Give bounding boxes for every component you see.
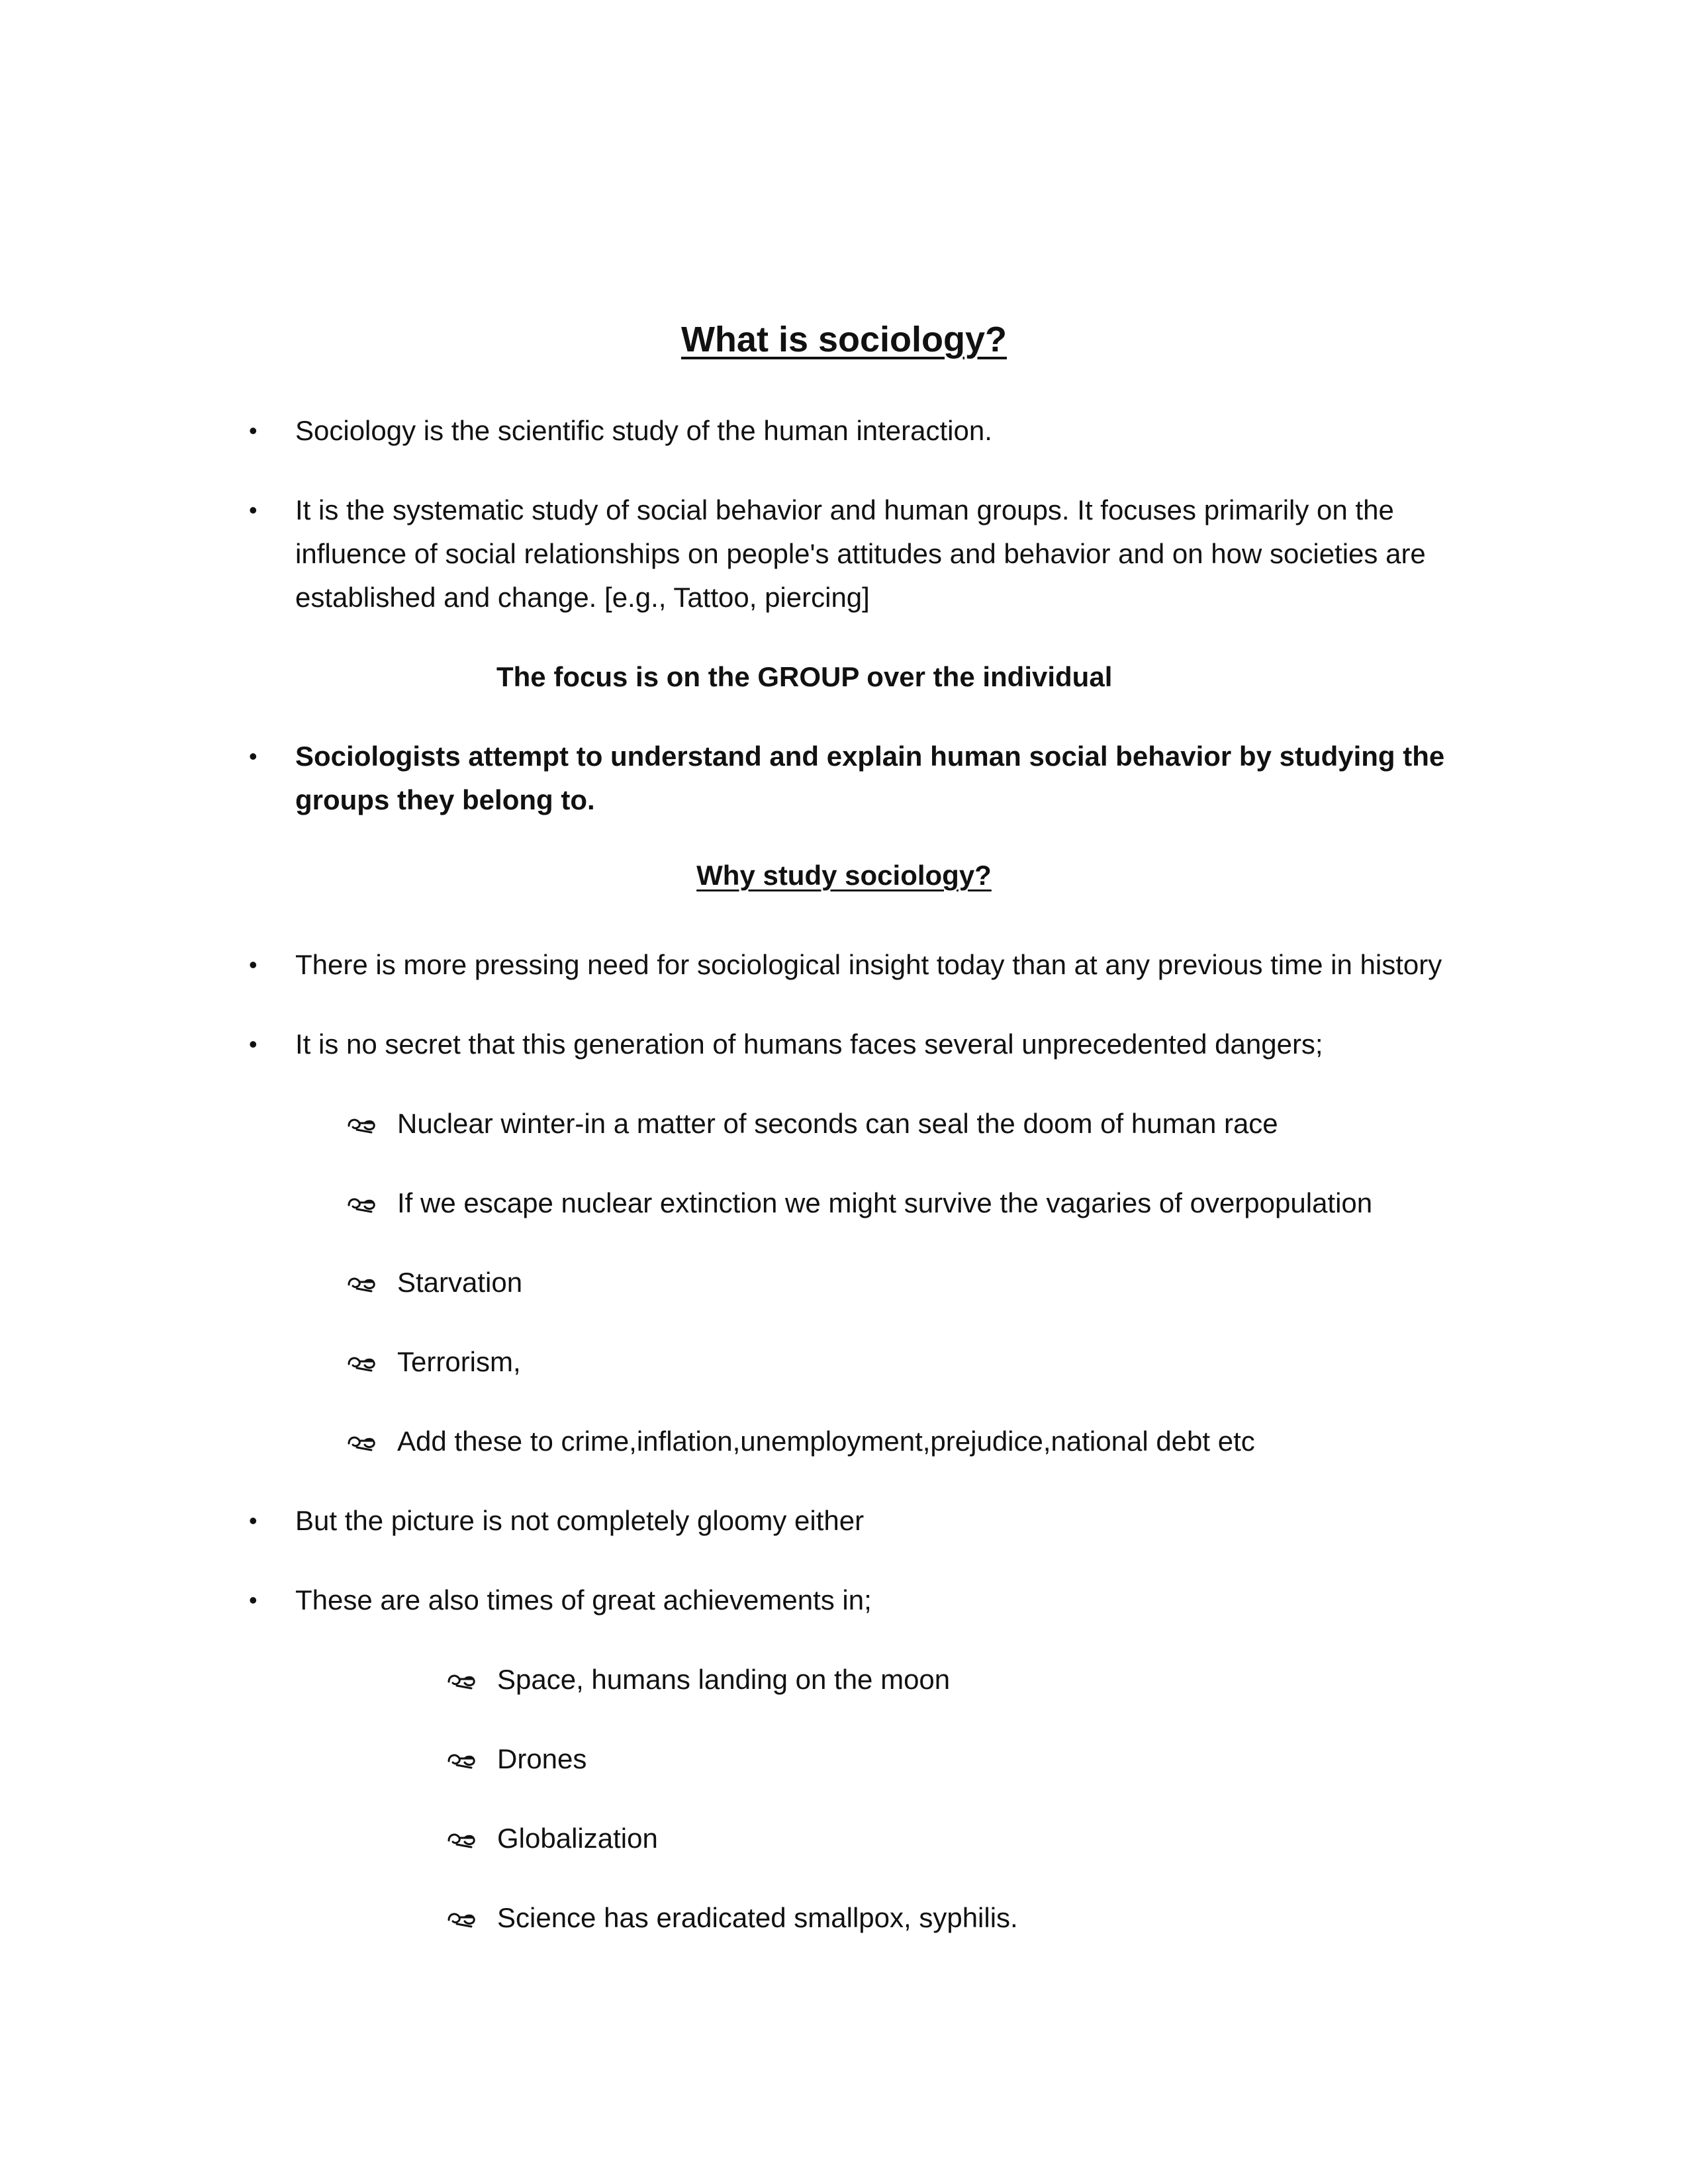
bullet-icon: • xyxy=(249,417,258,444)
list-item-text: There is more pressing need for sociological insight today than at any previous time in history xyxy=(295,949,1442,980)
hand-pointer-icon xyxy=(447,1747,477,1773)
hand-pointer-icon xyxy=(447,1905,477,1932)
hand-pointer-icon xyxy=(447,1826,477,1852)
hand-pointer-icon xyxy=(447,1667,477,1694)
hand-pointer-icon xyxy=(348,1111,377,1138)
hand-pointer-icon xyxy=(348,1349,377,1376)
bullet-icon: • xyxy=(249,1586,258,1614)
hand-pointer-icon xyxy=(348,1429,377,1455)
sub-list-item-text: Terrorism, xyxy=(397,1346,521,1377)
list-item-text: Sociologists attempt to understand and explain human social behavior by studying the groups they belong to. xyxy=(295,741,1445,815)
sub-list-item-text: Drones xyxy=(497,1743,587,1774)
sub-list-item-text: Space, humans landing on the moon xyxy=(497,1664,951,1695)
bullet-icon: • xyxy=(249,1507,258,1534)
page-title: What is sociology? xyxy=(680,320,1008,359)
hand-pointer-icon xyxy=(348,1270,377,1297)
bullet-icon: • xyxy=(249,496,258,523)
bullet-icon: • xyxy=(249,743,258,770)
list-item-text: These are also times of great achievements in; xyxy=(295,1584,872,1615)
hand-pointer-icon xyxy=(348,1191,377,1217)
focus-statement: The focus is on the GROUP over the individual xyxy=(496,661,1113,692)
sub-list-item-text: If we escape nuclear extinction we might survive the vagaries of overpopulation xyxy=(397,1187,1373,1218)
list-item-text: It is the systematic study of social behavior and human groups. It focuses primarily on the influence of social relationships on people's attitudes and behavior and on how societies are established and change. [e.g., Tattoo, piercing] xyxy=(295,494,1426,613)
sub-list-item-text: Globalization xyxy=(497,1823,658,1854)
bullet-icon: • xyxy=(249,951,258,978)
list-item-text: But the picture is not completely gloomy either xyxy=(295,1505,865,1536)
list-item-text: Sociology is the scientific study of the human interaction. xyxy=(295,415,992,446)
sub-list-item-text: Add these to crime,inflation,unemployment,prejudice,national debt etc xyxy=(397,1426,1255,1457)
section-heading: Why study sociology? xyxy=(696,860,992,891)
list-item-text: It is no secret that this generation of humans faces several unprecedented dangers; xyxy=(295,1028,1323,1060)
sub-list-item-text: Starvation xyxy=(397,1267,523,1298)
bullet-icon: • xyxy=(249,1030,258,1058)
sub-list-item-text: Nuclear winter-in a matter of seconds can seal the doom of human race xyxy=(397,1108,1278,1139)
sub-list-item-text: Science has eradicated smallpox, syphilis. xyxy=(497,1902,1018,1933)
